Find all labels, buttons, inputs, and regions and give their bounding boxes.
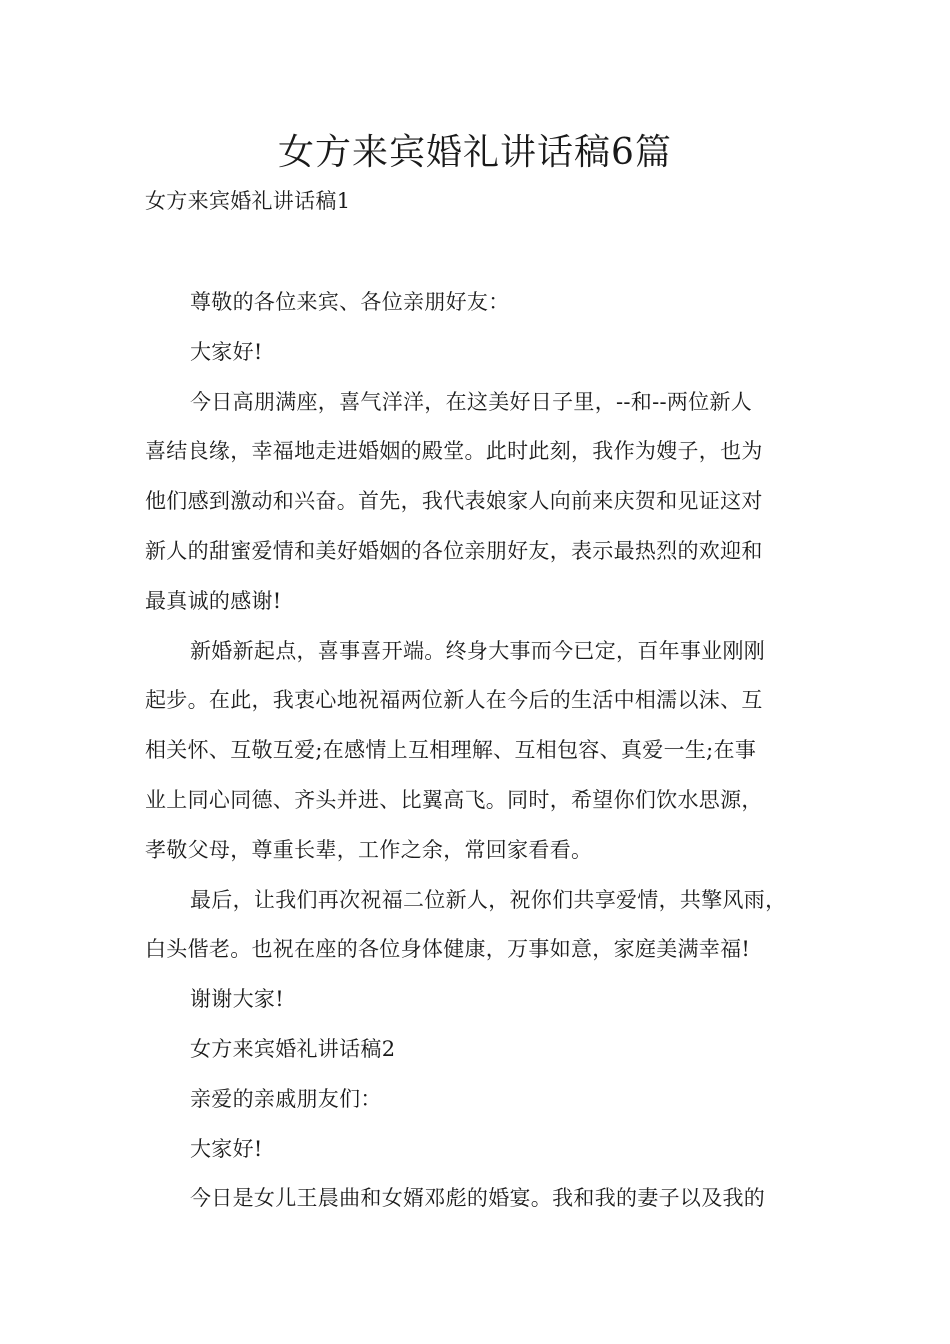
paragraph-line: 白头偕老。也祝在座的各位身体健康，万事如意，家庭美满幸福! (145, 937, 751, 961)
paragraph-line: 喜结良缘，幸福地走进婚姻的殿堂。此时此刻，我作为嫂子，也为 (145, 439, 763, 463)
paragraph-line: 今日是女儿王晨曲和女婿邓彪的婚宴。我和我的妻子以及我的 (190, 1186, 766, 1210)
paragraph-line: 新人的甜蜜爱情和美好婚姻的各位亲朋好友，表示最热烈的欢迎和 (145, 539, 763, 563)
document-title: 女方来宾婚礼讲话稿6篇 (278, 132, 672, 173)
paragraph-line: 今日高朋满座，喜气洋洋，在这美好日子里，--和--两位新人 (190, 390, 753, 414)
paragraph-line: 起步。在此，我衷心地祝福两位新人在今后的生活中相濡以沫、互 (145, 688, 763, 712)
paragraph-line: 业上同心同德、齐头并进、比翼高飞。同时，希望你们饮水思源， (145, 788, 763, 812)
paragraph-line: 亲爱的亲戚朋友们： (190, 1087, 382, 1111)
section-heading: 女方来宾婚礼讲话稿2 (190, 1037, 396, 1061)
paragraph-line: 孝敬父母，尊重长辈，工作之余，常回家看看。 (145, 838, 593, 862)
paragraph-line: 最后，让我们再次祝福二位新人，祝你们共享爱情，共擎风雨， (190, 888, 787, 912)
paragraph-line: 大家好! (190, 340, 263, 364)
paragraph-line: 最真诚的感谢! (145, 589, 282, 613)
paragraph-line: 新婚新起点，喜事喜开端。终身大事而今已定，百年事业刚刚 (190, 639, 766, 663)
paragraph-line: 相关怀、互敬互爱;在感情上互相理解、互相包容、真爱一生;在事 (145, 738, 757, 762)
paragraph-line: 他们感到激动和兴奋。首先，我代表娘家人向前来庆贺和见证这对 (145, 489, 763, 513)
paragraph-line: 谢谢大家! (190, 987, 284, 1011)
paragraph-line: 尊敬的各位来宾、各位亲朋好友： (190, 290, 510, 314)
section-heading: 女方来宾婚礼讲话稿1 (145, 189, 351, 213)
paragraph-line: 大家好! (190, 1137, 263, 1161)
